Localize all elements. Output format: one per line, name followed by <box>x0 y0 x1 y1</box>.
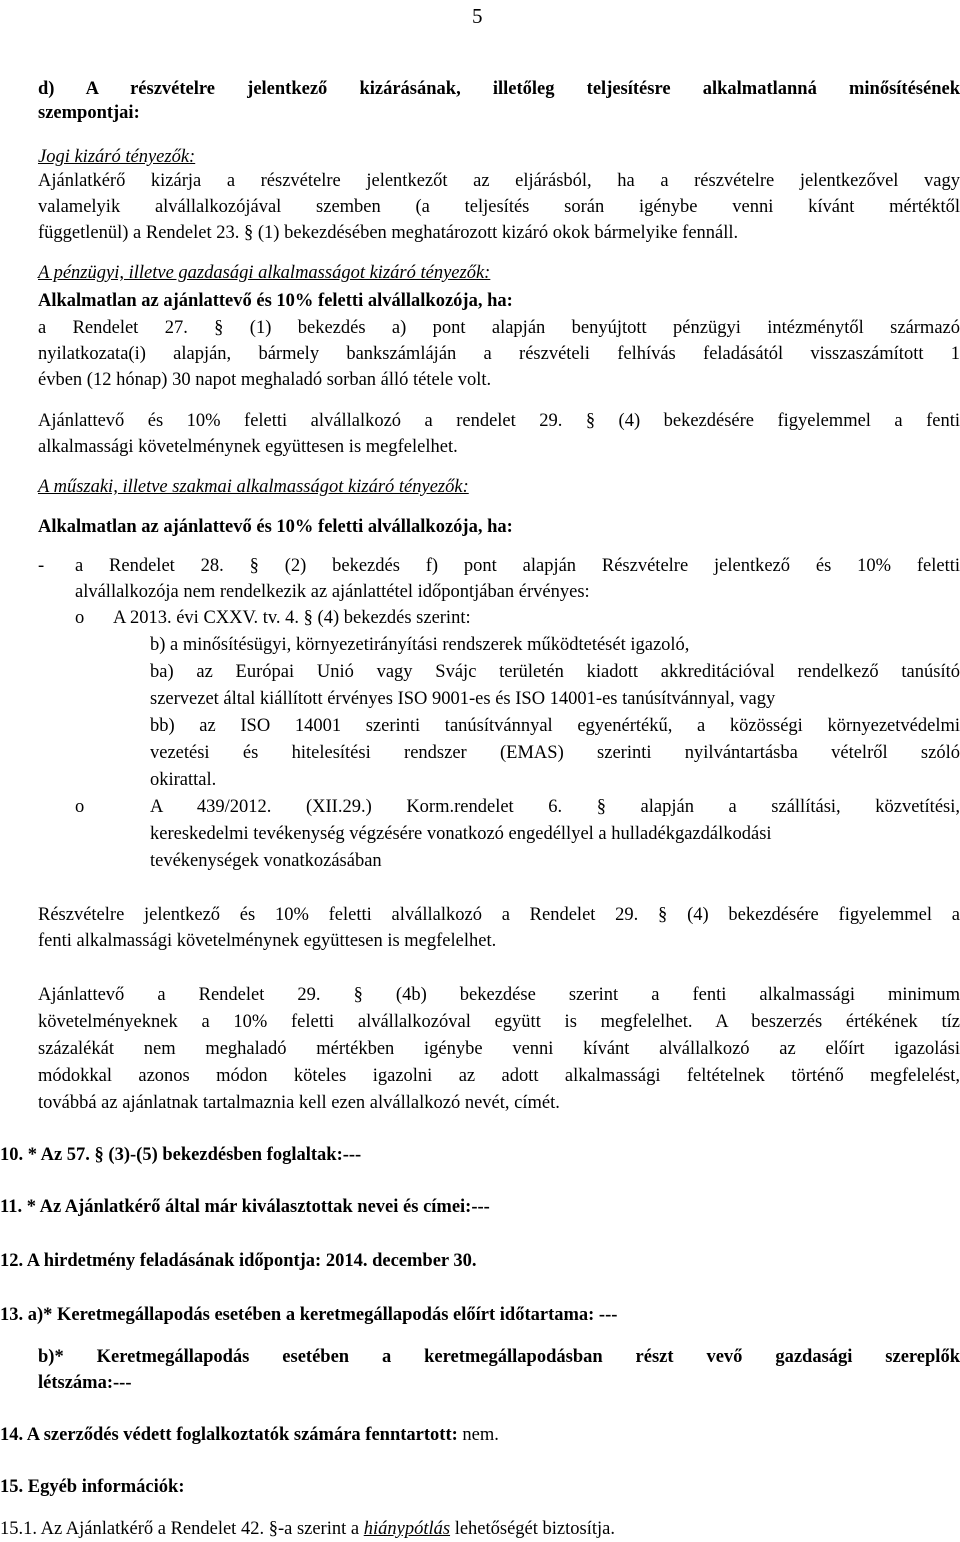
text-line: továbbá az ajánlatnak tartalmaznia kell ezen alvállalkozó nevét, címét. <box>38 1093 560 1113</box>
text-line: Alkalmatlan az ajánlattevő és 10% feletti alvállalkozója, ha: <box>38 517 513 537</box>
text-line: 15. Egyéb információk: <box>0 1477 185 1497</box>
text-line: nyilatkozata(i) alapján, bármely bankszámláján a részvételi felhívás feladásától visszaszámított 1 <box>38 344 960 364</box>
text-line: kereskedelmi tevékenység végzésére vonatkozó engedéllyel a hulladékgazdálkodási <box>150 824 772 844</box>
text-line: Jogi kizáró tényezők: <box>38 147 196 167</box>
hianypotlas-link: hiánypótlás <box>363 1519 451 1539</box>
text-line: Ajánlatkérő kizárja a részvételre jelentkezőt az eljárásból, ha a részvételre jelentkezővel vagy <box>38 171 960 191</box>
text-line: szempontjai: <box>38 103 140 123</box>
text-line: 12. A hirdetmény feladásának időpontja: 2014. december 30. <box>0 1251 477 1271</box>
text-line: Ajánlattevő a Rendelet 29. § (4b) bekezdése szerint a fenti alkalmassági minimum <box>38 985 960 1005</box>
text-line: szervezet által kiállított érvényes ISO 9001-es és ISO 14001-es tanúsítvánnyal, vagy <box>150 689 776 709</box>
text-line: függetlenül) a Rendelet 23. § (1) bekezdésében meghatározott kizáró okok bármelyike fennáll. <box>38 223 739 243</box>
text-line: követelményeknek a 10% feletti alvállalkozóval együtt is megfelelhet. A beszerzés értékének tíz <box>38 1012 960 1032</box>
text-line: évben (12 hónap) 30 napot meghaladó sorban álló tétele volt. <box>38 370 492 390</box>
text-line: okirattal. <box>150 770 217 790</box>
text-line: Részvételre jelentkező és 10% feletti alvállalkozó a Rendelet 29. § (4) bekezdésére figyelemmel a <box>38 905 960 925</box>
text-line: százalékát nem meghaladó mértékben igénybe venni kívánt alvállalkozó az előírt igazolási <box>38 1039 960 1059</box>
text-line: 14. A szerződés védett foglalkoztatók számára fenntartott: nem. <box>0 1425 499 1445</box>
text-line: Ajánlattevő és 10% feletti alvállalkozó a rendelet 29. § (4) bekezdésére figyelemmel a fenti <box>38 411 960 431</box>
text-line: 10. * Az 57. § (3)-(5) bekezdésben foglaltak:--- <box>0 1145 362 1165</box>
text-line: o <box>75 797 85 817</box>
text-line: 15.1. Az Ajánlatkérő a Rendelet 42. §-a szerint a hiánypótlás lehetőségét biztosítja. <box>0 1519 615 1539</box>
text-line: fenti alkalmassági követelménynek együttesen is megfelelhet. <box>38 931 497 951</box>
text-line: b) a minősítésügyi, környezetirányítási rendszerek működtetését igazoló, <box>150 635 690 655</box>
text-line: A 2013. évi CXXV. tv. 4. § (4) bekezdés szerint: <box>113 608 471 628</box>
text-line: valamelyik alvállalkozójával szemben (a teljesítés során igénybe venni kívánt mértéktől <box>38 197 960 217</box>
text-line: tevékenységek vonatkozásában <box>150 851 382 871</box>
text-line: A 439/2012. (XII.29.) Korm.rendelet 6. § alapján a szállítási, közvetítési, <box>150 797 960 817</box>
text-line: ba) az Európai Unió vagy Svájc területén kiadott akkreditációval rendelkező tanúsító <box>150 662 960 682</box>
text-line: d) A részvételre jelentkező kizárásának, illetőleg teljesítésre alkalmatlanná minősítésének <box>38 79 960 99</box>
text-line: - <box>38 556 45 576</box>
page-number: 5 <box>472 4 483 28</box>
text-line: b)* Keretmegállapodás esetében a keretmegállapodásban részt vevő gazdasági szereplők <box>38 1347 960 1367</box>
last-tail: lehetőségét biztosítja. <box>450 1519 615 1539</box>
text-line: alkalmassági követelménynek együttesen is megfelelhet. <box>38 437 458 457</box>
text-line: A műszaki, illetve szakmai alkalmasságot kizáró tényezők: <box>38 477 469 497</box>
text-line: módokkal azonos módon köteles igazolni az adott alkalmassági feltételnek történő megfelelést, <box>38 1066 960 1086</box>
text-line: a Rendelet 28. § (2) bekezdés f) pont alapján Részvételre jelentkező és 10% feletti <box>75 556 960 576</box>
text-line: A pénzügyi, illetve gazdasági alkalmasságot kizáró tényezők: <box>38 263 491 283</box>
text-line: 11. * Az Ajánlatkérő által már kiválasztottak nevei és címei:--- <box>0 1197 490 1217</box>
text-line: 13. a)* Keretmegállapodás esetében a keretmegállapodás előírt időtartama: --- <box>0 1305 618 1325</box>
text-line: létszáma:--- <box>38 1373 132 1393</box>
text-line: o <box>75 608 85 628</box>
item14-value: nem. <box>462 1425 499 1445</box>
text-line: Alkalmatlan az ajánlattevő és 10% feletti alvállalkozója, ha: <box>38 291 513 311</box>
text-line: a Rendelet 27. § (1) bekezdés a) pont alapján benyújtott pénzügyi intézménytől származó <box>38 318 960 338</box>
text-line: alvállalkozója nem rendelkezik az ajánlattétel időpontjában érvényes: <box>75 582 590 602</box>
text-line: bb) az ISO 14001 szerinti tanúsítvánnyal egyenértékű, a közösségi környezetvédelmi <box>150 716 960 736</box>
text-line: vezetési és hitelesítési rendszer (EMAS) szerinti nyilvántartásba vételről szóló <box>150 743 960 763</box>
